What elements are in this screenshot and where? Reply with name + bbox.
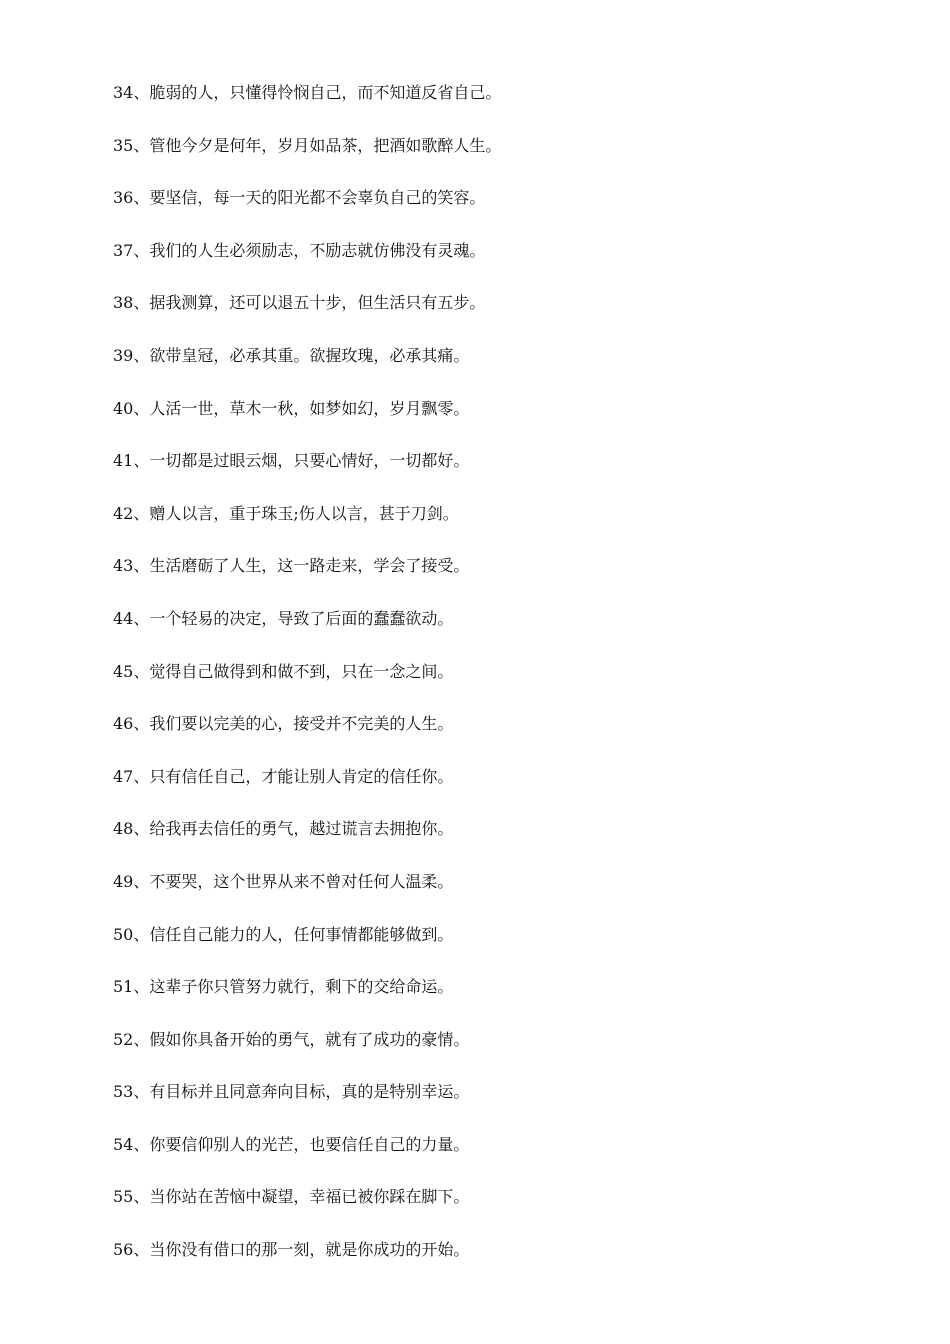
list-item: 48、给我再去信任的勇气，越过谎言去拥抱你。 <box>113 819 454 839</box>
list-item: 43、生活磨砺了人生，这一路走来，学会了接受。 <box>113 556 470 576</box>
list-item: 55、当你站在苦恼中凝望，幸福已被你踩在脚下。 <box>113 1187 470 1207</box>
list-item: 42、赠人以言，重于珠玉;伤人以言，甚于刀剑。 <box>113 503 459 523</box>
list-item: 50、信任自己能力的人，任何事情都能够做到。 <box>113 924 454 944</box>
list-item: 40、人活一世，草木一秋，如梦如幻，岁月飘零。 <box>113 398 470 418</box>
list-item: 37、我们的人生必须励志，不励志就仿佛没有灵魂。 <box>113 240 486 260</box>
list-item: 45、觉得自己做得到和做不到，只在一念之间。 <box>113 661 454 681</box>
list-item: 47、只有信任自己，才能让别人肯定的信任你。 <box>113 766 454 786</box>
list-item: 46、我们要以完美的心，接受并不完美的人生。 <box>113 714 454 734</box>
list-item: 56、当你没有借口的那一刻，就是你成功的开始。 <box>113 1240 470 1260</box>
list-item: 53、有目标并且同意奔向目标，真的是特别幸运。 <box>113 1082 470 1102</box>
list-item: 51、这辈子你只管努力就行，剩下的交给命运。 <box>113 977 454 997</box>
list-item: 54、你要信仰别人的光芒，也要信任自己的力量。 <box>113 1134 470 1154</box>
list-item: 52、假如你具备开始的勇气，就有了成功的豪情。 <box>113 1029 470 1049</box>
list-item: 41、一切都是过眼云烟，只要心情好，一切都好。 <box>113 451 470 471</box>
list-item: 36、要坚信，每一天的阳光都不会辜负自己的笑容。 <box>113 188 486 208</box>
list-item: 49、不要哭，这个世界从来不曾对任何人温柔。 <box>113 871 454 891</box>
list-item: 39、欲带皇冠，必承其重。欲握玫瑰，必承其痛。 <box>113 345 470 365</box>
list-item: 34、脆弱的人，只懂得怜悯自己，而不知道反省自己。 <box>113 83 502 102</box>
list-item: 38、据我测算，还可以退五十步，但生活只有五步。 <box>113 293 486 313</box>
list-item: 44、一个轻易的决定，导致了后面的蠢蠢欲动。 <box>113 608 454 628</box>
list-item: 35、管他今夕是何年，岁月如品茶，把酒如歌醉人生。 <box>113 135 502 155</box>
quote-list <box>113 80 893 1290</box>
